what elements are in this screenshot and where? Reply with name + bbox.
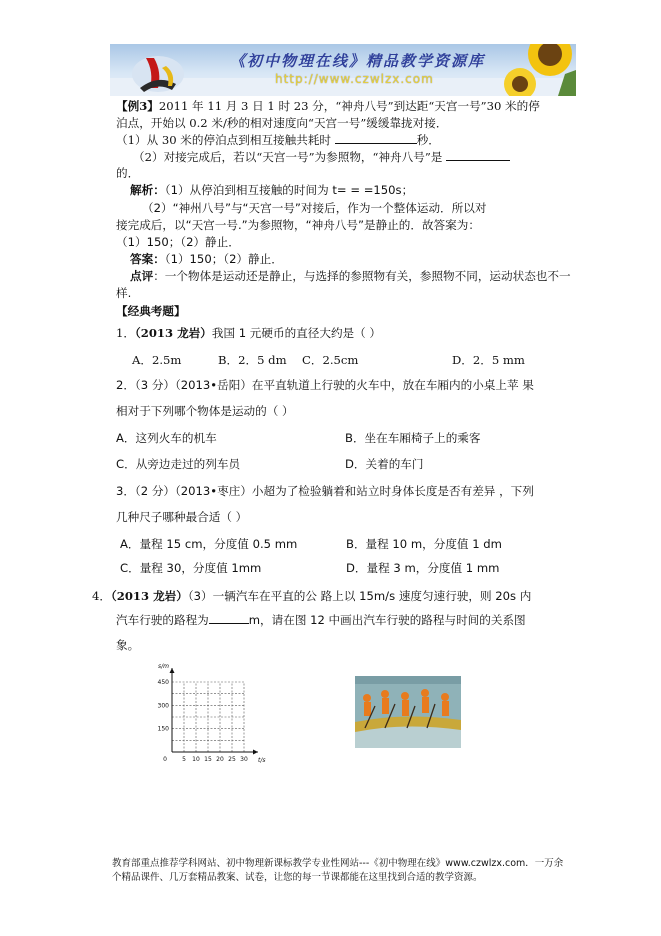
q3-option-a: A．量程 15 cm，分度值 0.5 mm <box>120 537 298 551</box>
analysis-line4: （1）150；（2）静止． <box>116 235 240 249</box>
footer-line2: 个精品课件、几万套精品教案、试卷，让您的每一节课都能在这里找到合适的教学资源。 <box>112 872 483 883</box>
analysis-line2: （2）“神州八号”与“天宫一号”对接后，作为一个整体运动．所以对 <box>142 201 487 215</box>
q1-option-c: C．2.5cm <box>302 353 359 367</box>
y-axis-label: s/m <box>158 663 169 670</box>
answer-blank <box>209 611 249 624</box>
answer-label: 答案： <box>130 252 165 266</box>
y-tick-label: 450 <box>157 679 169 686</box>
x-tick-label: 5 <box>182 756 186 763</box>
q2-option-b: B．坐在车厢椅子上的乘客 <box>345 431 481 445</box>
x-tick-label: 10 <box>192 756 200 763</box>
x-axis-label: t/s <box>258 757 266 764</box>
logo-icon <box>132 56 184 92</box>
question-4-line3: 象。 <box>116 638 140 652</box>
question-3-line2: 几种尺子哪种最合适（ ） <box>116 510 248 524</box>
example3-line2: 泊点，开始以 0.2 米/秒的相对速度向“天宫一号”缓缓靠拢对接． <box>116 116 448 130</box>
answer-line: 答案：（1）150；（2）静止． <box>130 252 283 266</box>
x-tick-label: 15 <box>204 756 212 763</box>
x-tick-label: 0 <box>163 756 167 763</box>
question-4-line1: 4．（2013 龙岩）（3）一辆汽车在平直的公 路上以 15m/s 速度匀速行驶，则 20s 内 <box>92 589 532 603</box>
comment-line1: 点评：一个物体是运动还是静止，与选择的参照物有关，参照物不同，运动状态也不一 <box>130 269 571 283</box>
example3-q2: （2）对接完成后，若以“天宫一号”为参照物，“神舟八号”是 <box>133 148 510 166</box>
example3-label: 【例3】 <box>116 99 159 113</box>
q1-option-a: A．2.5m <box>132 353 182 367</box>
comment-label: 点评 <box>130 269 154 283</box>
dragon-boat-photo <box>355 676 461 748</box>
q3-option-d: D．量程 3 m，分度值 1 mm <box>346 561 500 575</box>
page-footer <box>112 857 582 885</box>
x-tick-label: 25 <box>228 756 236 763</box>
answer-blank <box>335 131 417 144</box>
banner-title: 《初中物理在线》精品教学资源库 <box>230 52 486 70</box>
y-axis-arrow <box>170 668 175 673</box>
section-title: 【经典考题】 <box>116 304 186 318</box>
y-tick-label: 150 <box>157 725 169 733</box>
question-2-line1: 2．（3 分）（2013•岳阳）在平直轨道上行驶的火车中，放在车厢内的小桌上苹 果 <box>116 378 534 392</box>
q1-option-b: B．2．5 dm <box>218 353 287 367</box>
analysis-label: 解析： <box>130 183 165 197</box>
q2-option-c: C．从旁边走过的列车员 <box>116 457 241 471</box>
header-banner <box>110 44 576 96</box>
example3-q1: （1）从 30 米的停泊点到相互接触共耗时 秒． <box>116 133 440 147</box>
question-4-line2: 汽车行驶的路程为 m，请在图 12 中画出汽车行驶的路程与时间的关系图 <box>116 613 526 627</box>
answer-blank <box>446 148 510 161</box>
q2-option-a: A．这列火车的机车 <box>116 431 217 445</box>
question-2-line2: 相对于下列哪个物体是运动的（ ） <box>116 404 294 418</box>
q3-option-c: C．量程 30，分度值 1mm <box>120 561 262 575</box>
x-tick-label: 30 <box>240 756 248 763</box>
x-tick-label: 20 <box>216 756 224 763</box>
q3-option-b: B．量程 10 m，分度值 1 dm <box>346 537 502 551</box>
comment-line2: 样. <box>116 286 132 300</box>
y-tick-label: 300 <box>157 702 169 710</box>
example3-line1: 【例3】2011 年 11 月 3 日 1 时 23 分，“神舟八号”到达距“天宫一号”30 米的停 <box>116 99 540 113</box>
q1-option-d: D．2．5 mm <box>452 353 525 367</box>
footer-line1: 教育部重点推荐学科网站、初中物理新课标教学专业性网站---《初中物理在线》www.czwlzx.com．一万余 <box>112 858 564 869</box>
distance-time-chart <box>150 662 268 772</box>
analysis-line1: 解析：（1）从停泊到相互接触的时间为 t= = =150s； <box>130 183 414 197</box>
question-1: 1．（2013 龙岩）我国 1 元硬币的直径大约是（ ） <box>116 326 382 340</box>
x-axis-arrow <box>253 750 258 755</box>
banner-url: http://www.czwlzx.com <box>275 72 434 86</box>
q2-option-d: D．关着的车门 <box>345 457 424 471</box>
question-3-line1: 3．（2 分）（2013•枣庄）小超为了检验躺着和站立时身体长度是否有差异 ，下列 <box>116 484 534 498</box>
example3-q2-tail: 的． <box>116 166 140 180</box>
analysis-line3: 接完成后，以“天宫一号.”为参照物，“神舟八号”是静止的．故答案为： <box>116 218 480 232</box>
